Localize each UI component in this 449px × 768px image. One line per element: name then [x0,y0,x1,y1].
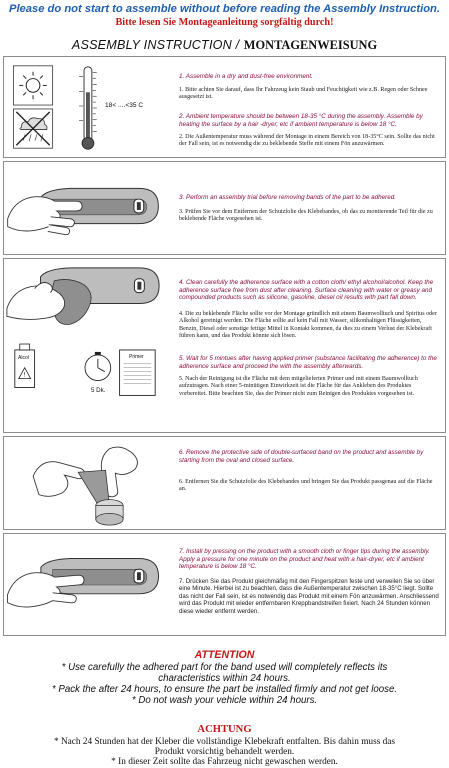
step-5-german: 5. Nach der Reinigung ist die Fläche mit dem mitgelieferten Primer und mit einem Baumwolltuch aufzutragen. Nach einer 5-minütigen Einwirkzeit ist die Fläche für das Ankleben des Produktes vorbereitet. Bitte beachten Sie, das der Primer nicht zum Reinigen des Produktes vorgesehen ist. [179,376,418,397]
step-2-english: 2. Ambient temperature should be between 18-35 °C during the assembly. Assemble by heating the surface by a hair -dryer, etc if ambient temperature is below 18 °C. [179,113,423,128]
temperature-range-label: 18< ....<35 C [105,102,144,109]
alcohol-bottle-icon [15,344,35,387]
title-english: ASSEMBLY INSTRUCTION / [71,38,240,52]
attention-line-4: * Do not wash your vehicle within 24 hours. [131,695,318,706]
achtung-line-3: * In dieser Zeit sollte das Fahrzeug nicht gewaschen werden. [111,757,338,767]
trial-fit-illustration [4,162,166,254]
press-install-illustration [4,534,166,635]
panel-steps-1-2 [3,56,446,158]
page-title [0,36,449,54]
achtung-title: ACHTUNG [197,724,252,735]
alcohol-label: Alcol [18,355,29,361]
cleaning-illustration [4,259,166,432]
warning-german: Bitte lesen Sie Montageanleitung sorgfältig durch! [115,17,334,28]
thermometer-icon [79,67,97,149]
step-5-english: 5. Wait for 5 mintues after having applied primer (substance facilitating the adherence) to the adherence surface and proceed the with the assembly afterwards. [179,355,437,370]
product-part-icon [96,500,123,525]
step-3-english: 3. Perform an assembly trial before removing bands of the part to be adhered. [179,194,397,201]
step-7-german: 7. Drücken Sie das Produkt gleichmäßig mit den Fingerspitzen feste und verweilen Sie so über eine Minute. Hierbei ist zu beachten, dass die Außentemperatur zwischen 18-35°C liegt. Sollte das nicht der Fall sein, ist es notwendig das Produkt mit einem Fön anzuwärmen. Anschliessend wird das Produkt mit wieder entfernbaren Kreppbandstreifen fixiert. Nach 24 Stunden können diese wieder entfernt werden. [179,578,439,615]
step-4-english: 4. Clean carefully the adherence surface with a cotton cloth/ ethyl alcohol/alcohol. Keep the adherence surface free from dust after cleaning. Surface cleaning with water or greasy and compounded products such as silicone, gasoline, diesel oil results with part fall down. [179,279,434,302]
panel-step-7 [3,533,446,636]
step-4-german: 4. Die zu beklebende Fläche sollte vor der Montage gründlich mit einem Baumwolltuch und Spiritus oder Alkohol gereinigt werden. Die Fläche sollte auf kein Fall mit Wasser, silikonhaltigen Flüssigkeiten, Benzin, Diesel oder sonstige fettige Mittel in Kontakt kommen, da dies zu einem Verlust der Klebekraft führen kann, und das Produkt könnte sich lösen. [179,311,437,340]
svg-text:!: ! [23,372,26,379]
sun-icon [13,66,52,105]
step-6-german: 6. Entfernen Sie die Schutzfolie des Klebebandes und bringen Sie das Produkt passgenau auf die Fläche an. [179,479,433,493]
timer-icon [85,352,111,381]
step-3-german: 3. Prüfen Sie vor dem Entfernen der Schutzfolie des Klebebandes, ob das zu montierende Teil für die zu beklebende Fläche vorgesehen ist. [179,209,433,223]
achtung-line-2: Produkt vorsichtig behandelt werden. [154,747,295,757]
no-rain-icon [13,109,52,148]
attention-line-1: * Use carefully the adhered part for the band used will completely reflects its [61,662,388,673]
step-1-german: 1. Bitte achten Sie darauf, dass Ihr Fahrzeug kein Staub und Feuchtigkeit wie z.B. Regen oder Schnee ausgesetzt ist. [179,87,428,101]
step-6-english: 6. Remove the protective side of double-surfaced band on the product and assemble by starting from the oval and closed surface. [179,449,424,464]
remove-tape-illustration [4,437,166,529]
primer-label: Primer [129,354,144,360]
wait-time-label: 5 Dk. [91,387,106,394]
title-german: MONTAGENWEISUNG [243,38,378,52]
panel-steps-4-5 [3,258,446,433]
attention-line-3: * Pack the after 24 hours, to ensure the part be installed firmly and not get loose. [51,684,398,695]
step-7-english: 7. Install by pressing on the product with a smooth cloth or finger tips during the assembly. Apply a pressure for one minute on the product and heat with a hair-dryer, etc if ambient temperature is below 18 °C. [179,548,430,571]
attention-line-2: characteristics within 24 hours. [158,673,291,684]
panel-step-3 [3,161,446,255]
warning-english: Please do not start to assemble without before reading the Assembly Instruction. [8,3,440,15]
attention-title: ATTENTION [194,649,255,661]
step-1-english: 1. Assemble in a dry and dust-free environment. [179,73,313,80]
step-2-german: 2. Die Außentemperatur muss während der Montage in einem Bereich von 18-35°C sein. Sollte das nicht der Fall sein, ist es notwendig die zu beklebende Steffe mit einem Fön anzuwärmen. [179,134,435,148]
panel-step-6 [3,436,446,530]
achtung-line-1: * Nach 24 Stunden hat der Kleber die vollständige Klebekraft entfalten. Bis dahin muss das [53,737,396,747]
